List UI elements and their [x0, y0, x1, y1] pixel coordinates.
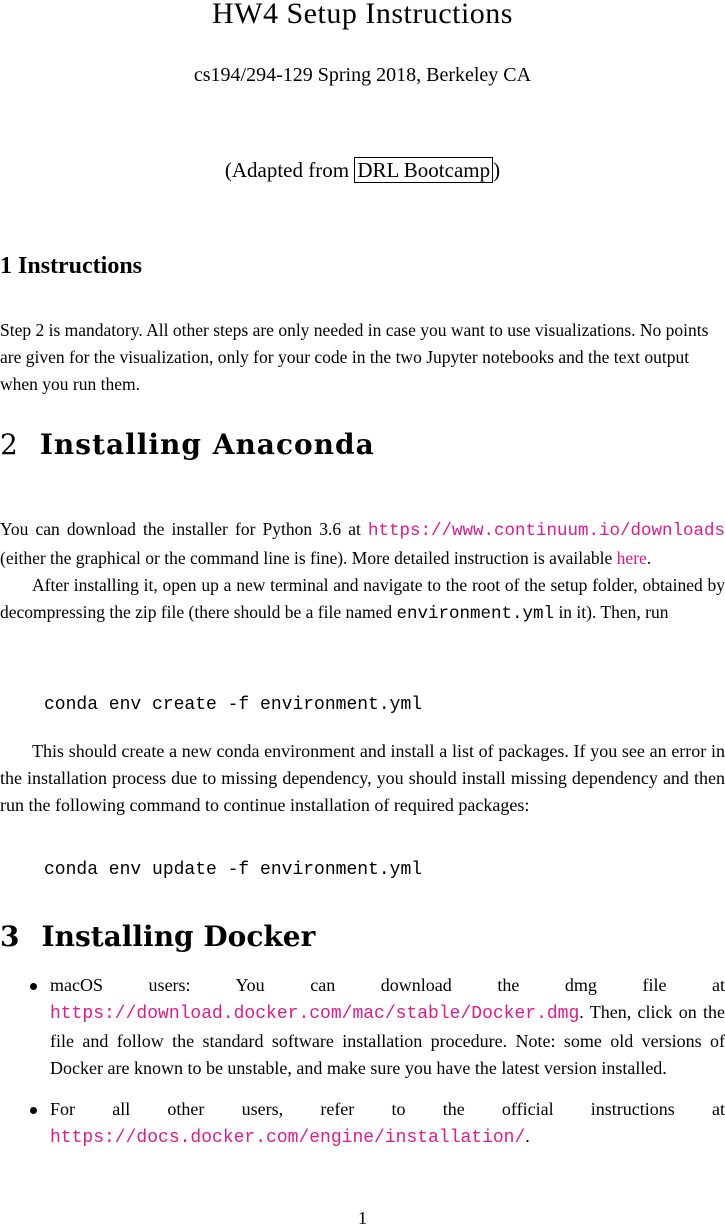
adapted-note: (Adapted from DRL Bootcamp ): [224, 158, 501, 182]
page-number: 1: [358, 1208, 367, 1228]
instructions-paragraph: Step 2 is mandatory. All other steps are only needed in case you want to use visualizations. No points are given for the visualization, only for your code in the two Jupyter notebooks and the text output when you run them.: [0, 320, 709, 394]
bullet-icon: [30, 983, 37, 990]
page-title: HW4 Setup Instructions: [212, 0, 513, 30]
here-link[interactable]: here: [616, 548, 647, 568]
anaconda-followup-paragraph: This should create a new conda environment and install a list of packages. If you see an error in the installation process due to missing dependency, you should install missing dependency and then run the following command to continue installation of required packages:: [0, 741, 725, 815]
course-label: cs194/294-129 Spring 2018: [193, 64, 417, 86]
environment-file-name: environment.yml: [396, 604, 555, 624]
subtitle: [0, 64, 725, 87]
drl-bootcamp-link[interactable]: DRL Bootcamp: [354, 157, 493, 183]
section-heading-docker: 3 Installing Docker: [0, 920, 316, 953]
location-label: , Berkeley CA: [416, 64, 532, 86]
list-item: For all other users, refer to the official instructions at https://docs.docker.com/engine/installation/.: [0, 1096, 725, 1152]
bullet-icon: [30, 1107, 37, 1114]
anaconda-download-link[interactable]: https://www.continuum.io/downloads: [367, 521, 725, 541]
docker-dmg-link[interactable]: https://download.docker.com/mac/stable/Docker.dmg: [50, 1004, 580, 1024]
anaconda-paragraph: You can download the installer for Python 3.6 at https://www.continuum.io/downloads (either the graphical or the command line is fine). More detailed instruction is available here. After installing it, open up a new terminal and navigate to the root of the setup folder, obtained by decompressing the zip file (there should be a file named environment.yml in it). Then, run: [0, 519, 725, 624]
code-create-env: conda env create -f environment.yml: [44, 695, 423, 715]
docker-docs-link[interactable]: https://docs.docker.com/engine/installation/: [50, 1128, 526, 1148]
code-update-env: conda env update -f environment.yml: [44, 860, 423, 880]
list-item: macOS users: You can download the dmg file at https://download.docker.com/mac/stable/Docker.dmg. Then, click on the file and follow the standard software installation procedure. Note: some old versions of Docker are known to be unstable, and make sure you have the latest version installed.: [0, 972, 725, 1082]
docker-bullet-list: [0, 972, 725, 1166]
section-heading-anaconda: 2 Installing Anaconda: [0, 428, 375, 461]
section-heading-instructions: 1 Instructions: [0, 253, 143, 279]
